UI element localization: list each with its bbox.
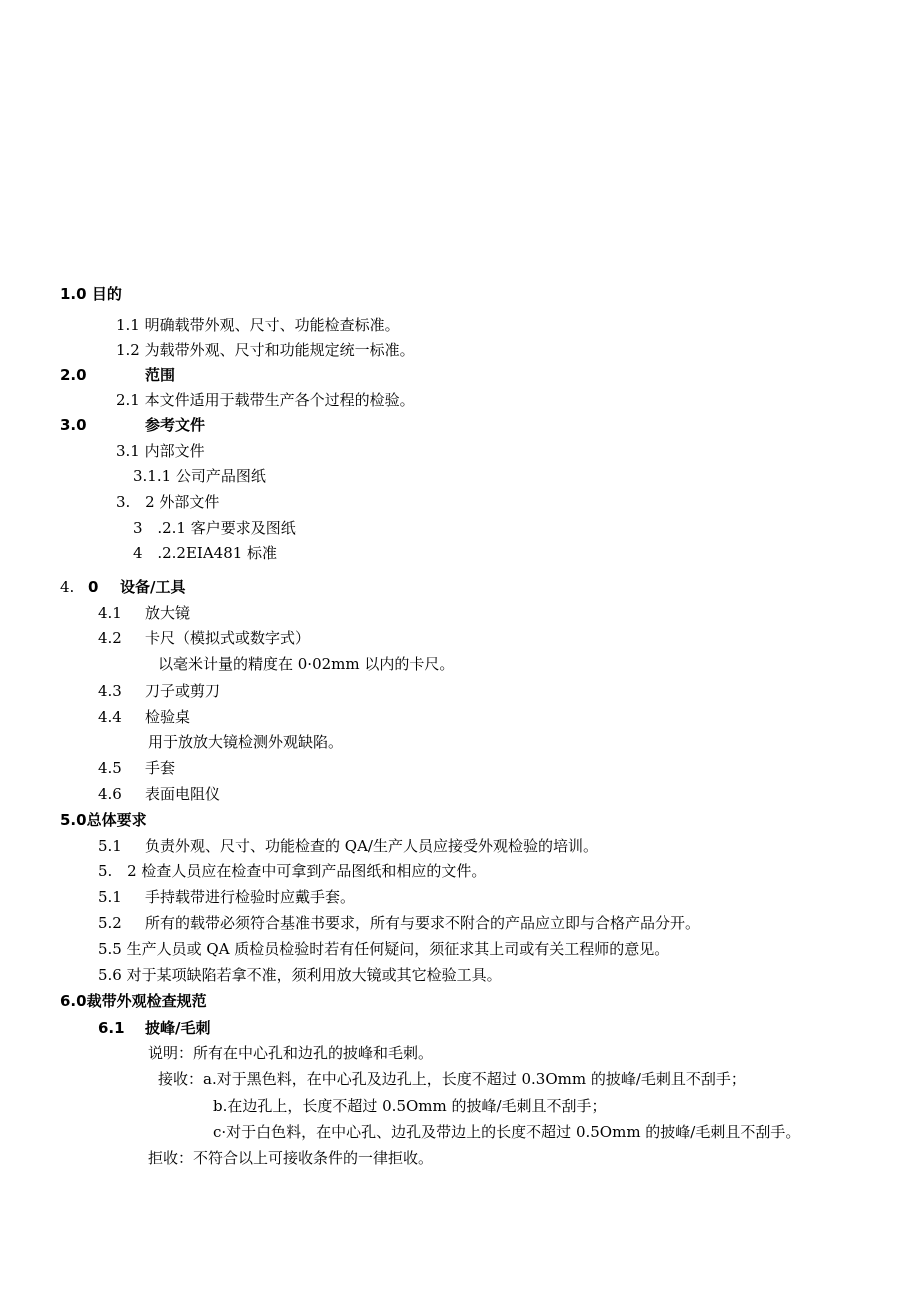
item-4-3-text: 刀子或剪刀 (145, 682, 221, 700)
item-6-1-accept-b: b.在边孔上，长度不超过 0.5Omm 的披峰/毛刺且不刮手； (213, 1097, 607, 1115)
section-1-title: 目的 (91, 285, 122, 303)
section-3-number: 3.0 (60, 416, 87, 434)
section-4-number: 4. (60, 578, 75, 596)
item-2-1: 2.1 本文件适用于载带生产各个过程的检验。 (116, 391, 415, 409)
item-6-1-description: 说明：所有在中心孔和边孔的披峰和毛刺。 (148, 1044, 434, 1062)
item-5-2 (98, 861, 486, 881)
item-4-4-text: 检验桌 (145, 708, 191, 726)
item-6-1-accept-c: c·对于白色料，在中心孔、边孔及带边上的长度不超过 0.5Omm 的披峰/毛刺且不刮手。 (213, 1123, 801, 1141)
item-4-2-note: 以毫米计量的精度在 0·02mm 以内的卡尺。 (158, 655, 455, 673)
section-4-number-suffix: 0 (88, 578, 99, 596)
item-4-3-number: 4.3 (98, 682, 122, 700)
item-4-6-text: 表面电阻仪 (145, 785, 221, 803)
item-3-2-2-text: .2.2EIA481 标准 (157, 544, 278, 562)
item-3-2-2 (133, 543, 277, 563)
section-6-title: 裁带外观检查规范 (86, 992, 207, 1010)
section-5-number: 5.0 (60, 811, 87, 829)
item-5-3-number: 5.1 (98, 888, 122, 906)
item-5-2-text: 2 检查人员应在检查中可拿到产品图纸和相应的文件。 (127, 862, 487, 880)
item-3-2-1 (133, 518, 296, 538)
item-3-2-1-text: .2.1 客户要求及图纸 (157, 519, 296, 537)
section-1-heading (60, 284, 122, 304)
item-6-1-reject: 拒收：不符合以上可接收条件的一律拒收。 (148, 1149, 434, 1167)
item-4-6-number: 4.6 (98, 785, 122, 803)
section-1-number: 1.0 (60, 285, 87, 303)
item-5-4-number: 5.2 (98, 914, 122, 932)
item-5-1-text: 负责外观、尺寸、功能检查的 QA/生产人员应接受外观检验的培训。 (145, 837, 598, 855)
section-2-title: 范围 (145, 366, 176, 384)
item-4-1-text: 放大镜 (145, 604, 191, 622)
item-1-2: 1.2 为载带外观、尺寸和功能规定统一标准。 (116, 341, 415, 359)
item-4-5-text: 手套 (145, 759, 176, 777)
item-5-1-number: 5.1 (98, 837, 122, 855)
item-5-6: 5.6 对于某项缺陷若拿不准，须利用放大镜或其它检验工具。 (98, 966, 502, 984)
section-3-title: 参考文件 (145, 416, 206, 434)
item-5-4-text: 所有的载带必须符合基准书要求，所有与要求不附合的产品应立即与合格产品分开。 (145, 914, 701, 932)
section-6-heading (60, 991, 207, 1011)
item-3-2-2-number: 4 (133, 544, 143, 562)
item-5-3-text: 手持载带进行检验时应戴手套。 (145, 888, 356, 906)
item-4-4-note: 用于放放大镜检测外观缺陷。 (148, 733, 344, 751)
item-3-2-1-number: 3 (133, 519, 143, 537)
item-4-2-text: 卡尺（模拟式或数字式） (145, 629, 311, 647)
section-2-number: 2.0 (60, 366, 87, 384)
item-3-2-text: 2 外部文件 (145, 493, 220, 511)
item-6-1-accept-a: 接收：a.对于黑色料，在中心孔及边孔上，长度不超过 0.3Omm 的披峰/毛刺且不刮手； (158, 1070, 746, 1088)
item-5-5: 5.5 生产人员或 QA 质检员检验时若有任何疑问，须征求其上司或有关工程师的意见。 (98, 940, 670, 958)
section-6-number: 6.0 (60, 992, 87, 1010)
section-5-heading (60, 810, 147, 830)
item-1-1: 1.1 明确载带外观、尺寸、功能检查标准。 (116, 316, 400, 334)
subsection-6-1-title: 披峰/毛刺 (145, 1019, 211, 1037)
section-5-title: 总体要求 (86, 811, 147, 829)
item-5-2-number: 5. (98, 862, 113, 880)
item-3-1: 3.1 内部文件 (116, 442, 205, 460)
item-4-1-number: 4.1 (98, 604, 122, 622)
item-4-2-number: 4.2 (98, 629, 122, 647)
item-3-2-number: 3. (116, 493, 131, 511)
section-4-title: 设备/工具 (120, 578, 186, 596)
item-3-1-1: 3.1.1 公司产品图纸 (133, 467, 266, 485)
item-4-4-number: 4.4 (98, 708, 122, 726)
item-4-5-number: 4.5 (98, 759, 122, 777)
subsection-6-1-number: 6.1 (98, 1019, 125, 1037)
item-3-2 (116, 492, 219, 512)
